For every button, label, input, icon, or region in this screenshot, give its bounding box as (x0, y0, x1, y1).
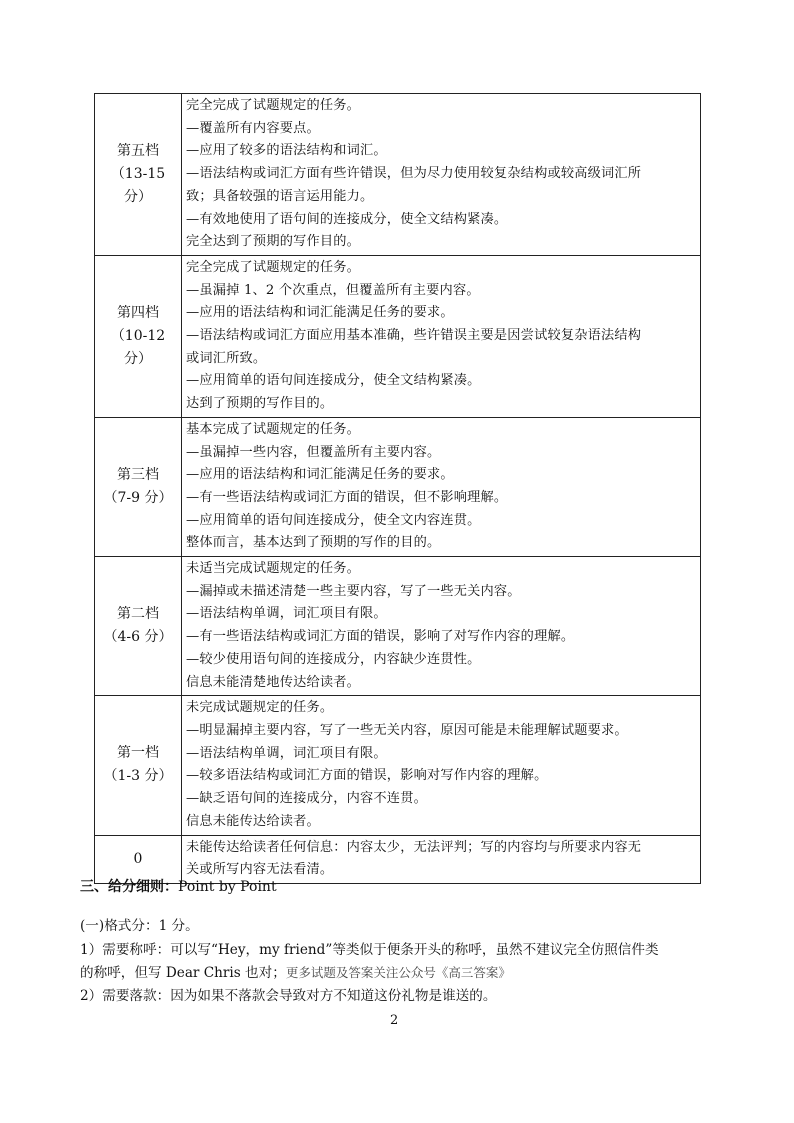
rubric-row (95, 94, 701, 256)
rubric-description-line: —应用简单的语句间连接成分，使全文结构紧凑。 (186, 373, 481, 389)
rubric-level-cell (95, 557, 182, 696)
rubric-row (95, 417, 701, 556)
rubric-description-line: 或词汇所致。 (186, 350, 267, 366)
rubric-level-cell (95, 417, 182, 556)
rubric-level-text: 第二档 (117, 606, 159, 623)
rubric-level-text: 0 (133, 850, 143, 867)
rubric-description-line: —有一些语法结构或词汇方面的错误，影响了对写作内容的理解。 (186, 629, 575, 645)
scoring-rubric-table (94, 93, 701, 884)
rubric-level-cell (95, 255, 182, 417)
rubric-level-text: 第三档 (117, 466, 159, 483)
rubric-description-cell (182, 557, 701, 696)
rubric-description-line: 达到了预期的写作目的。 (186, 396, 334, 412)
rubric-description-line: 完全达到了预期的写作目的。 (186, 234, 361, 250)
rubric-description-cell (182, 696, 701, 835)
rubric-description-line: 完全完成了试题规定的任务。 (186, 98, 361, 113)
rubric-description-line: —漏掉或未描述清楚一些主要内容，写了一些无关内容。 (186, 583, 521, 599)
section-heading (80, 876, 277, 896)
rubric-description-line: —语法结构单调，词汇项目有限。 (186, 745, 387, 761)
item-1-line-1: 1）需要称呼：可以写“Hey，my friend”等类似于便条开头的称呼，虽然不建议完全仿照信件类 (80, 942, 659, 958)
rubric-description-line: 完全完成了试题规定的任务。 (186, 259, 361, 275)
rubric-description-line: —虽漏掉一些内容，但覆盖所有主要内容。 (186, 444, 441, 460)
section-title-en: Point by Point (178, 879, 277, 895)
item-2: 2）需要落款：因为如果不落款会导致对方不知道这份礼物是谁送的。 (80, 988, 497, 1004)
rubric-description-line: —应用的语法结构和词汇能满足任务的要求。 (186, 305, 454, 321)
rubric-description-line: —有一些语法结构或词汇方面的错误，但不影响理解。 (186, 489, 508, 505)
item-1-line-2 (80, 962, 720, 984)
rubric-description-line: —虽漏掉 1、2 个次重点，但覆盖所有主要内容。 (186, 282, 480, 298)
watermark-text: 更多试题及答案关注公众号《高三答案》 (285, 965, 511, 980)
rubric-description-line: 未能传达给读者任何信息：内容太少，无法评判；写的内容均与所要求内容无 (186, 839, 642, 855)
rubric-description-line: 基本完成了试题规定的任务。 (186, 421, 361, 437)
rubric-description-line: —应用的语法结构和词汇能满足任务的要求。 (186, 467, 454, 483)
section-title-cn: 三、给分细则： (80, 879, 178, 895)
rubric-level-text: 分） (124, 350, 152, 367)
rubric-row (95, 557, 701, 696)
rubric-level-text: 第四档 (117, 304, 159, 321)
rubric-description-line: —明显漏掉主要内容，写了一些无关内容，原因可能是未能理解试题要求。 (186, 722, 628, 738)
rubric-description-line: —缺乏语句间的连接成分，内容不连贯。 (186, 791, 427, 807)
rubric-description-line: —语法结构单调，词汇项目有限。 (186, 606, 387, 622)
format-score-heading: (一)格式分：1 分。 (80, 918, 199, 934)
rubric-row (95, 255, 701, 417)
rubric-description-line: 关或所写内容无法看清。 (186, 862, 334, 878)
rubric-description-line: —有效地使用了语句间的连接成分，使全文结构紧凑。 (186, 211, 508, 227)
rubric-description-line: 信息未能传达给读者。 (186, 813, 320, 829)
rubric-description-line: —覆盖所有内容要点。 (186, 120, 320, 136)
rubric-description-cell (182, 255, 701, 417)
rubric-level-text: （13-15 (110, 165, 166, 182)
rubric-description-cell (182, 94, 701, 256)
rubric-level-cell (95, 94, 182, 256)
rubric-description-line: 致；具备较强的语言运用能力。 (186, 188, 374, 204)
rubric-level-text: （4-6 分） (103, 629, 173, 646)
rubric-description-line: —较少使用语句间的连接成分，内容缺少连贯性。 (186, 651, 481, 667)
rubric-description-cell (182, 417, 701, 556)
rubric-description-line: —应用简单的语句间连接成分，使全文内容连贯。 (186, 512, 481, 528)
page-number: 2 (390, 1013, 399, 1028)
rubric-level-text: 第五档 (117, 142, 159, 159)
rubric-level-text: （10-12 (110, 327, 166, 344)
rubric-row (95, 696, 701, 835)
rubric-level-text: （1-3 分） (103, 768, 173, 785)
rubric-description-line: —语法结构或词汇方面有些许错误，但为尽力使用较复杂结构或较高级词汇所 (186, 166, 642, 182)
item-1-text: 的称呼，但写 Dear Chris 也对； (80, 965, 286, 981)
rubric-description-line: 信息未能清楚地传达给读者。 (186, 674, 361, 690)
rubric-description-line: —语法结构或词汇方面应用基本准确，些许错误主要是因尝试较复杂语法结构 (186, 328, 642, 344)
rubric-level-cell (95, 696, 182, 835)
rubric-level-text: （7-9 分） (103, 489, 173, 506)
rubric-description-line: 未适当完成试题规定的任务。 (186, 561, 361, 577)
rubric-description-line: 未完成试题规定的任务。 (186, 700, 334, 716)
rubric-description-line: —较多语法结构或词汇方面的错误，影响对写作内容的理解。 (186, 768, 548, 784)
rubric-description-line: —应用了较多的语法结构和词汇。 (186, 143, 387, 159)
rubric-level-text: 分） (124, 188, 152, 205)
rubric-description-line: 整体而言，基本达到了预期的写作的目的。 (186, 535, 441, 551)
rubric-level-text: 第一档 (117, 745, 159, 762)
